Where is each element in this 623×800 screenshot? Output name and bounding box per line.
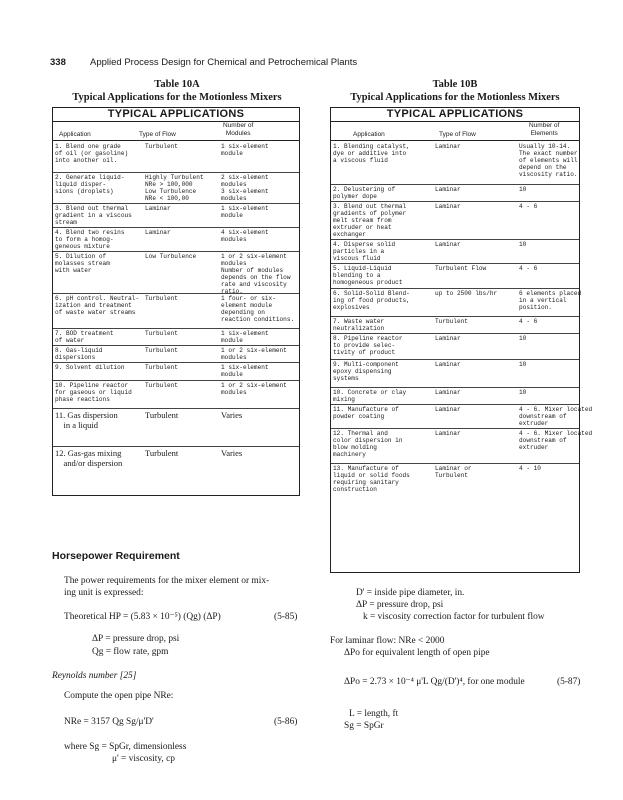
count-cell: 10: [519, 389, 527, 396]
equation-5-86: NRe = 3157 Qg Sg/μ'D': [64, 717, 154, 727]
table-row: [331, 316, 579, 334]
laminar-flow-condition: For laminar flow: NRe < 2000: [330, 636, 445, 646]
application-cell: 9. Solvent dilution: [55, 364, 125, 371]
table-b-col-application: Application: [353, 131, 385, 138]
table-row: [331, 404, 593, 429]
table-a-heading: TYPICAL APPLICATIONS: [53, 108, 299, 122]
table-a-body: [53, 141, 299, 495]
table-a-col-modules: Number of Modules: [223, 122, 254, 137]
application-cell: 4. Disperse solid particles in a viscous fluid: [333, 241, 396, 262]
table-row: [53, 380, 299, 409]
reynolds-reference: Reynolds number [25]: [52, 671, 137, 681]
application-cell: 2. Delustering of polymer dope: [333, 186, 396, 200]
count-cell: 1 or 2 six-element modules Number of modules depends on the flow rate and viscosity ratio.: [221, 253, 291, 295]
flow-type-cell: Laminar: [435, 406, 461, 413]
count-cell: 10: [519, 361, 527, 368]
table-b-body: [331, 141, 593, 572]
table-row: [331, 387, 579, 405]
equation-5-87: ΔPo = 2.73 × 10⁻⁴ μ'L Qg/(D')⁴, for one module: [344, 677, 525, 687]
table-row: [53, 446, 299, 494]
count-cell: 6 elements placed in a vertical position.: [519, 290, 582, 311]
application-cell: 2. Generate liquid- liquid disper- sions (droplets): [55, 174, 125, 195]
count-cell: Usually 10-14. The exact number of elements will depend on the viscosity ratio.: [519, 143, 578, 178]
table-row: [53, 328, 299, 346]
count-cell: 1 six-element module: [221, 143, 269, 157]
application-cell: 9. Multi-component epoxy dispensing systems: [333, 361, 399, 382]
application-cell: 5. Liquid-Liquid blending to a homogeneous product: [333, 265, 403, 286]
flow-type-cell: Laminar: [435, 389, 461, 396]
application-cell: 10. Pipeline reactor for gaseous or liquid phase reactions: [55, 382, 132, 403]
application-cell: 7. Waste water neutralization: [333, 318, 385, 332]
table-b-title: Typical Applications for the Motionless Mixers: [350, 92, 560, 103]
flow-type-cell: Turbulent: [145, 448, 179, 458]
equation-5-85-number: (5-85): [274, 612, 298, 622]
application-cell: 8. Pipeline reactor to provide selec- tivity of product: [333, 335, 403, 356]
flow-type-cell: Turbulent: [145, 364, 178, 371]
application-cell: 7. BOD treatment of water: [55, 330, 114, 344]
table-a-col-flow: Type of Flow: [139, 131, 176, 138]
application-cell: 11. Gas dispersion in a liquid: [55, 410, 118, 430]
running-title: Applied Process Design for Chemical and Petrochemical Plants: [90, 57, 358, 68]
table-row: [53, 408, 299, 447]
table-row: [331, 239, 579, 264]
flow-type-cell: Laminar: [435, 186, 461, 193]
table-a-label: Table 10A: [154, 79, 200, 90]
table-a-title: Typical Applications for the Motionless Mixers: [72, 92, 282, 103]
table-row: [53, 345, 299, 363]
flow-type-cell: Laminar: [435, 203, 461, 210]
def-specific-gravity-right: Sg = SpGr: [344, 721, 384, 731]
equation-5-87-number: (5-87): [557, 677, 581, 687]
flow-type-cell: Turbulent: [145, 295, 178, 302]
flow-type-cell: Laminar: [145, 205, 171, 212]
table-row: [331, 359, 579, 388]
table-row: [53, 172, 299, 204]
flow-type-cell: Turbulent: [145, 330, 178, 337]
table-row: [331, 141, 579, 185]
count-cell: 10: [519, 241, 527, 248]
flow-type-cell: Low Turbulence: [145, 253, 197, 260]
def-pressure-drop-right: ΔP = pressure drop, psi: [356, 600, 444, 610]
count-cell: 4 - 6: [519, 203, 538, 210]
count-cell: 4 - 6. Mixer located downstream of extruder: [519, 406, 593, 427]
flow-type-cell: Turbulent: [145, 143, 178, 150]
table-b-label: Table 10B: [432, 79, 478, 90]
table-row: [331, 184, 579, 202]
section-heading: Horsepower Requirement: [52, 550, 180, 562]
count-cell: Varies: [221, 448, 243, 458]
table-a: [52, 107, 300, 496]
flow-type-cell: Laminar: [435, 143, 461, 150]
application-cell: 13. Manufacture of liquid or solid foods requiring sanitary construction: [333, 465, 410, 493]
flow-type-cell: Turbulent: [435, 318, 468, 325]
def-inside-diameter: D' = inside pipe diameter, in.: [356, 588, 465, 598]
table-row: [331, 263, 579, 289]
equation-5-85: Theoretical HP = (5.83 × 10⁻⁵) (Qg) (ΔP): [64, 612, 221, 622]
flow-type-cell: Laminar: [435, 335, 461, 342]
compute-reynolds: Compute the open pipe NRe:: [64, 691, 174, 701]
flow-type-cell: Turbulent: [145, 347, 178, 354]
count-cell: 10: [519, 186, 527, 193]
table-row: [331, 428, 593, 464]
def-specific-gravity: where Sg = SpGr, dimensionless: [64, 742, 187, 752]
def-length: L = length, ft: [349, 709, 399, 719]
def-flow-rate: Qg = flow rate, gpm: [92, 647, 169, 657]
flow-type-cell: Laminar: [435, 361, 461, 368]
application-cell: 12. Gas-gas mixing and/or dispersion: [55, 448, 123, 468]
application-cell: 1. Blending catalyst, dye or additive into a viscous fluid: [333, 143, 410, 164]
application-cell: 3. Blend out thermal gradient in a viscous stream: [55, 205, 132, 226]
table-row: [53, 203, 299, 228]
count-cell: 1 six-element module: [221, 205, 269, 219]
count-cell: 1 six-element module: [221, 330, 269, 344]
table-row: [53, 227, 299, 252]
table-row: [53, 293, 299, 329]
count-cell: 1 or 2 six-element modules: [221, 347, 287, 361]
table-row: [331, 201, 579, 240]
intro-paragraph: The power requirements for the mixer element or mix- ing unit is expressed:: [64, 576, 270, 598]
table-a-col-application: Application: [59, 131, 91, 138]
count-cell: 4 - 6: [519, 318, 538, 325]
def-correction-factor: k = viscosity correction factor for turbulent flow: [363, 612, 545, 622]
application-cell: 5. Dilution of molasses stream with water: [55, 253, 110, 274]
table-b-heading: TYPICAL APPLICATIONS: [331, 108, 579, 122]
open-pipe-pressure-drop: ΔPo for equivalent length of open pipe: [344, 648, 490, 658]
flow-type-cell: Turbulent: [145, 382, 178, 389]
flow-type-cell: Laminar: [145, 229, 171, 236]
def-viscosity: μ' = viscosity, cp: [112, 754, 175, 764]
application-cell: 1. Blend one grade of oil (or gasoline) into another oil.: [55, 143, 129, 164]
equation-5-86-number: (5-86): [274, 717, 298, 727]
count-cell: Varies: [221, 410, 243, 420]
table-b-col-elements: Number of Elements: [529, 122, 560, 137]
flow-type-cell: Highly Turbulent NRe > 100,000 Low Turbulence NRe < 100,00: [145, 174, 204, 202]
application-cell: 10. Concrete or clay mixing: [333, 389, 407, 403]
count-cell: 4 - 6. Mixer located downstream of extruder: [519, 430, 593, 451]
count-cell: 4 - 6: [519, 265, 538, 272]
count-cell: 10: [519, 335, 527, 342]
count-cell: 2 six-element modules 3 six-element modules: [221, 174, 269, 202]
count-cell: 1 or 2 six-element modules: [221, 382, 287, 396]
page-number: 338: [50, 57, 66, 68]
flow-type-cell: Laminar: [435, 241, 461, 248]
flow-type-cell: up to 2500 lbs/hr: [435, 290, 498, 297]
table-row: [331, 333, 579, 360]
flow-type-cell: Laminar: [435, 430, 461, 437]
count-cell: 4 - 10: [519, 465, 541, 472]
count-cell: 1 six-element module: [221, 364, 269, 378]
application-cell: 4. Blend two resins to form a homog- geneous mixture: [55, 229, 125, 250]
flow-type-cell: Turbulent Flow: [435, 265, 487, 272]
application-cell: 6. pH control. Neutral- ization and treatment of waste water streams: [55, 295, 140, 316]
table-row: [53, 251, 299, 294]
application-cell: 3. Blend out thermal gradients of polymer melt stream from extruder or heat exchanger: [333, 203, 407, 238]
count-cell: 4 six-element modules: [221, 229, 269, 243]
flow-type-cell: Turbulent: [145, 410, 179, 420]
application-cell: 12. Thermal and color dispersion in blow molding machinery: [333, 430, 403, 458]
table-row: [53, 362, 299, 381]
count-cell: 1 four- or six- element module depending on reaction conditions.: [221, 295, 295, 323]
table-b: [330, 107, 593, 573]
table-row: [331, 463, 579, 499]
application-cell: 6. Solid-Solid Blend- ing of food products, explosives: [333, 290, 410, 311]
table-b-col-flow: Type of Flow: [439, 131, 476, 138]
application-cell: 8. Gas-liquid dispersions: [55, 347, 103, 361]
application-cell: 11. Manufacture of powder coating: [333, 406, 399, 420]
flow-type-cell: Laminar or Turbulent: [435, 465, 472, 479]
table-row: [331, 288, 582, 317]
table-row: [53, 141, 299, 173]
def-pressure-drop: ΔP = pressure drop, psi: [92, 634, 180, 644]
